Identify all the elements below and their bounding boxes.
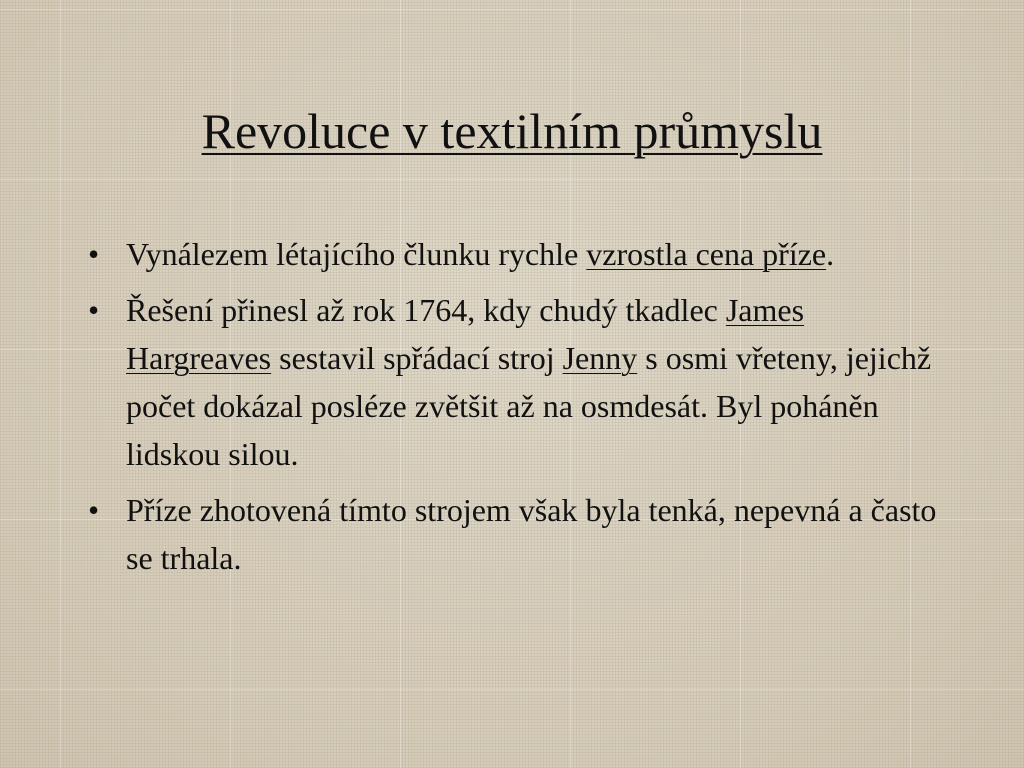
bullet-icon: • (88, 236, 100, 272)
bullet-text: . (826, 236, 835, 272)
hyperlink-vzrostla-cena-prize[interactable]: vzrostla cena příze (586, 236, 827, 272)
bullet-text: Vynálezem létajícího člunku rychle (126, 236, 587, 272)
bullet-text: sestavil spřádací stroj (271, 340, 563, 376)
bullet-text: Příze zhotovená tímto strojem však byla tenká, nepevná a často se trhala. (126, 492, 937, 576)
hyperlink-jenny[interactable]: Jenny (562, 340, 638, 376)
slide-title (0, 100, 1024, 162)
bullet-item (88, 286, 938, 478)
bullet-item (88, 230, 938, 278)
bullet-icon: • (88, 492, 100, 528)
bullet-text: s osmi vřeteny, jejichž počet dokázal posléze zvětšit až na osmdesát. Byl poháněn lidskou silou. (126, 340, 932, 472)
bullet-icon: • (88, 292, 100, 328)
slide-title-text: Revoluce v textilním průmyslu (201, 103, 823, 159)
bullet-list (88, 230, 938, 590)
bullet-text: Řešení přinesl až rok 1764, kdy chudý tkadlec (126, 292, 726, 328)
bullet-item (88, 486, 938, 582)
hyperlink-james-hargreaves[interactable]: James Hargreaves (126, 292, 805, 376)
